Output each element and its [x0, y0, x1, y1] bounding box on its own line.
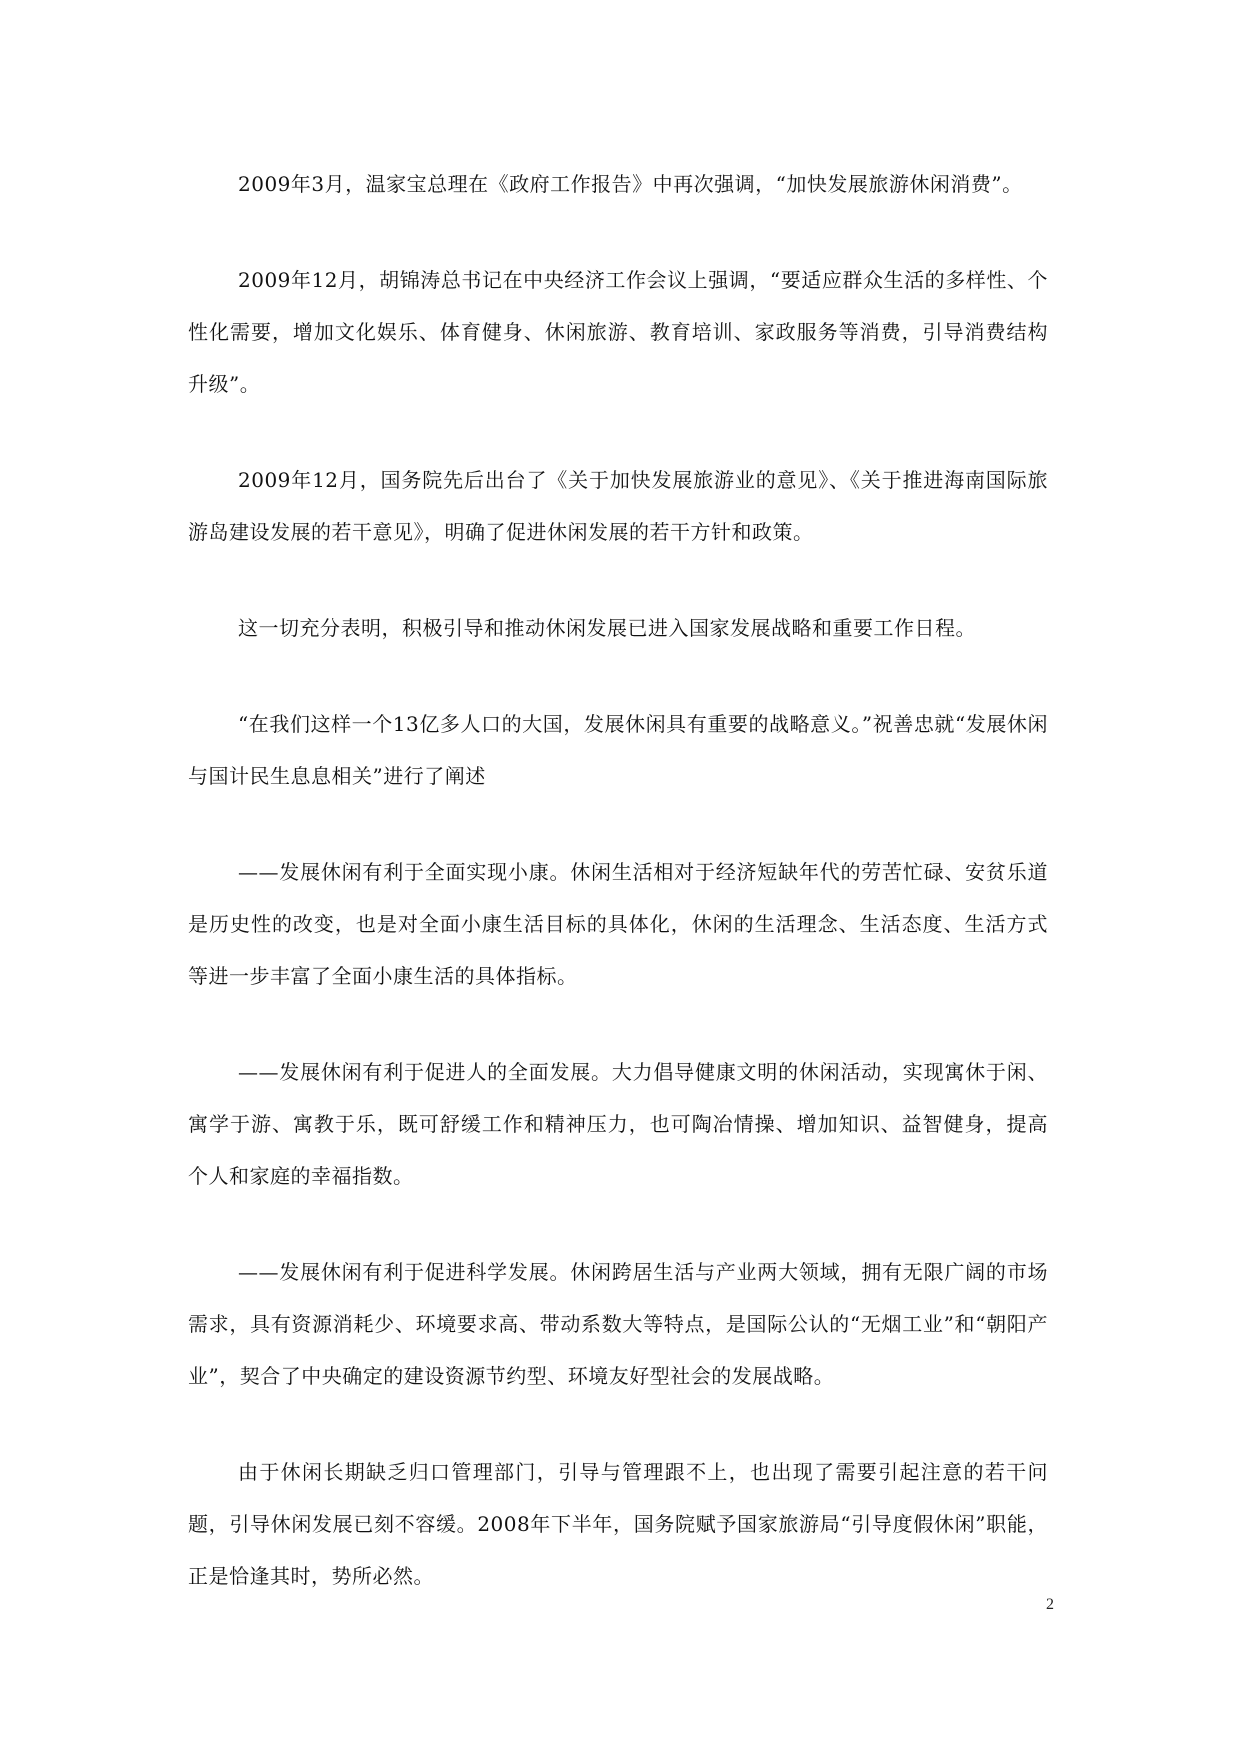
paragraph-5: “在我们这样一个13亿多人口的大国，发展休闲具有重要的战略意义。”祝善忠就“发展休闲与国计民生息息相关”进行了阐述: [188, 712, 1048, 788]
paragraph-2: 2009年12月，胡锦涛总书记在中央经济工作会议上强调，“要适应群众生活的多样性、个性化需要，增加文化娱乐、体育健身、休闲旅游、教育培训、家政服务等消费，引导消费结构升级”。: [188, 268, 1048, 396]
paragraph-6: ——发展休闲有利于全面实现小康。休闲生活相对于经济短缺年代的劳苦忙碌、安贫乐道是历史性的改变，也是对全面小康生活目标的具体化，休闲的生活理念、生活态度、生活方式等进一步丰富了全面小康生活的具体指标。: [188, 860, 1048, 988]
paragraph-4: 这一切充分表明，积极引导和推动休闲发展已进入国家发展战略和重要工作日程。: [238, 616, 976, 640]
paragraph-1: 2009年3月，温家宝总理在《政府工作报告》中再次强调，“加快发展旅游休闲消费”。: [238, 172, 1023, 196]
page-number: 2: [1046, 1596, 1054, 1613]
paragraph-8: ——发展休闲有利于促进科学发展。休闲跨居生活与产业两大领域，拥有无限广阔的市场需求，具有资源消耗少、环境要求高、带动系数大等特点，是国际公认的“无烟工业”和“朝阳产业”，契合了中央确定的建设资源节约型、环境友好型社会的发展战略。: [188, 1260, 1048, 1388]
paragraph-3: 2009年12月，国务院先后出台了《关于加快发展旅游业的意见》、《关于推进海南国际旅游岛建设发展的若干意见》，明确了促进休闲发展的若干方针和政策。: [188, 468, 1048, 544]
paragraph-7: ——发展休闲有利于促进人的全面发展。大力倡导健康文明的休闲活动，实现寓休于闲、寓学于游、寓教于乐，既可舒缓工作和精神压力，也可陶冶情操、增加知识、益智健身，提高个人和家庭的幸福指数。: [188, 1060, 1048, 1188]
body-text: [188, 158, 1048, 1646]
paragraph-9: 由于休闲长期缺乏归口管理部门，引导与管理跟不上，也出现了需要引起注意的若干问题，引导休闲发展已刻不容缓。2008年下半年，国务院赋予国家旅游局“引导度假休闲”职能，正是恰逢其时，势所必然。: [188, 1460, 1048, 1588]
